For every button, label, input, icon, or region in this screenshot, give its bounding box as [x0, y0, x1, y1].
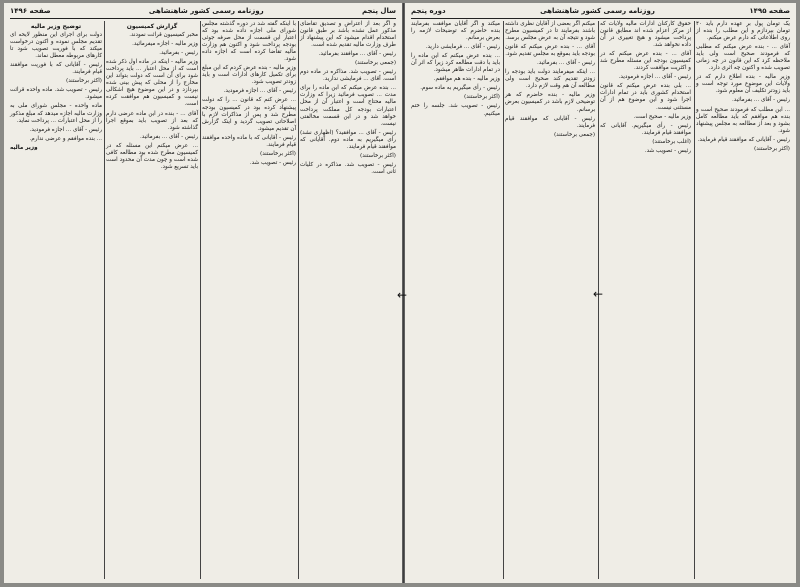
- arrow-left-icon: ←: [397, 288, 408, 302]
- paragraph: وزیر مالیه - بنده اطلاع دارم که در ولایات این موضوع مورد توجه است و باید زودتر تکلیف آن معلوم شود.: [696, 74, 790, 95]
- paragraph: رئیس - بفرمائید.: [159, 50, 198, 57]
- left-page: [4, 3, 402, 583]
- right-header-page-number: صفحه ۱۴۹۵: [749, 7, 790, 15]
- column-divider: [200, 21, 201, 579]
- column-divider: [503, 21, 504, 579]
- right-page: [397, 3, 796, 583]
- paragraph: ... بلی بنده عرض میکنم که قانون استخدام کشوری باید در تمام ادارات اجرا شود و این موضوع هم از آن مستثنی نیست.: [600, 83, 691, 111]
- paragraph: وزیر مالیه - بنده عرض کردم که این مبلغ برای تکمیل کارهای ادارات است و باید زودتر تصویب شود.: [202, 65, 296, 86]
- paragraph: ... این مطلب که فرمودند صحیح است و بنده هم موافقم که باید مطالعه کامل بشود و بعد از مطالعه به مجلس پیشنهاد شود.: [696, 106, 790, 134]
- paragraph: (اکثر برخاستند): [464, 94, 500, 101]
- paragraph: رئیس - آقایانی که موافقند قیام فرمایند.: [505, 115, 595, 129]
- newspaper-spread: [4, 3, 796, 583]
- paragraph: رئیس - رأی میگیریم. آقایانی که موافقند قیام فرمایند.: [600, 122, 691, 136]
- paragraph: رئیس - تصویب شد. جلسه را ختم میکنیم.: [411, 103, 500, 117]
- paragraph: آقای ... - بنده عرض میکنم که مطلبی که فرمودند صحیح است ولی باید ملاحظه کرد که این قانون در چه زمانی تصویب شده و اکنون چه اثری دارد.: [696, 44, 790, 72]
- paragraph: ... بنده عرض میکنم که این ماده را برای مدت ... تصویب فرمائید زیرا که وزارت مالیه محتاج است و اعتبار آن از محل اعتبارات بودجه کل مملکت پرداخت خواهد شد و در این قسمت مخالفتی نیست.: [300, 85, 396, 127]
- left-columns: [10, 21, 396, 579]
- paragraph: (اکثر برخاستند): [260, 150, 296, 157]
- paragraph: وزیر مالیه - بنده هم موافقم.: [433, 76, 500, 83]
- left-column-3: [106, 21, 198, 579]
- paragraph: رئیس - رأی میگیریم به ماده سوم.: [420, 85, 500, 92]
- paragraph: وزیر مالیه - اینکه در ماده اول ذکر شده است که از محل اعتبار ... باید پرداخت شود برای آن است که دولت بتواند این مخارج را از محلی که پیش بینی شده بپردازد و در این موضوع هیچ اشکالی نیست و کمیسیون هم موافقت کرده است.: [106, 59, 198, 108]
- left-header-rule: [10, 18, 396, 19]
- right-header-center: روزنامه رسمی کشور شاهنشاهی: [540, 7, 655, 15]
- paragraph: رئیس - آقایانی که با ماده واحده موافقند قیام فرمایند.: [202, 134, 296, 148]
- paragraph: آقای ... - بنده عرض میکنم که قانون بودجه باید بموقع به مجلس تقدیم شود.: [505, 44, 595, 58]
- paragraph: (اکثر برخاستند): [66, 78, 102, 85]
- paragraph: (جمعی برخاستند): [554, 131, 595, 138]
- right-column-3: [505, 21, 595, 579]
- arrow-left-icon: ←: [593, 287, 604, 301]
- paragraph: ... اینکه میفرمایند دولت باید بودجه را زودتر تقدیم کند صحیح است ولی مطالعه آن هم وقت لازم دارد.: [505, 69, 595, 90]
- paragraph: میکنم اگر بعضی از آقایان نظری داشته باشند بفرمایند تا در کمیسیون مطرح شود و نتیجه آن به عرض مجلس برسد.: [505, 21, 595, 42]
- paragraph: رئیس - آقای ... بفرمائید.: [140, 133, 198, 140]
- paragraph: ... بنده موافقم و عرضی ندارم.: [29, 135, 102, 142]
- left-column-4: [10, 21, 102, 579]
- paragraph: رئیس - تصویب شد. مذاکره در ماده دوم است. آقای ... فرمایشی ندارید.: [300, 69, 396, 83]
- paragraph: حقوق کارکنان ادارات مالیه ولایات که از مرکز اعزام شده اند مطابق قانون پرداخت میشود و هیچ تغییری در آن داده نخواهد شد.: [600, 21, 691, 49]
- paragraph: رئیس - تصویب شد.: [249, 159, 296, 166]
- paragraph: رئیس - تصویب شد.: [644, 147, 691, 154]
- left-column-1: [300, 21, 396, 579]
- paragraph: رئیس - آقای ... بفرمائید.: [732, 97, 790, 104]
- paragraph: مخبر کمیسیون قرائت نمودند.: [129, 32, 198, 39]
- section-heading: توضیح وزیر مالیه: [30, 23, 82, 30]
- left-page-header: [10, 5, 396, 17]
- right-page-header: [411, 5, 790, 17]
- paragraph: دولت برای اجرای این منظور لایحه ای تقدیم مجلس نموده و اکنون درخواست میکند که با فوریت تصویب شود تا کارهای مربوطه معطل نماند.: [10, 32, 102, 60]
- column-divider: [104, 21, 105, 579]
- paragraph: رئیس - آقای ... بفرمائید.: [537, 60, 595, 67]
- paragraph: میکند و اگر آقایان موافقت بفرمایند بنده حاضرم که توضیحات لازمه را بعرض برسانم.: [411, 21, 500, 42]
- right-column-1: [696, 21, 790, 579]
- right-column-4: [411, 21, 500, 579]
- paragraph: با اینکه گفته شد در دوره گذشته مجلس شورای ملی اجازه داده شده بود که اعتبار این قسمت از محل صرفه جوئی بودجه پرداخت شود و اکنون هم وزارت مالیه تقاضا کرده است که اجازه داده شود.: [202, 21, 296, 63]
- paragraph: رئیس - آقای ... موافقید؟ (اظهاری نشد) رأی میگیریم به ماده دوم. آقایانی که موافقند قیام فرمایند.: [300, 129, 396, 150]
- paragraph: رئیس - آقای ... اجازه فرمودید.: [223, 88, 296, 95]
- left-header-right: سال پنجم: [361, 7, 396, 15]
- paragraph: (اکثر برخاستند): [360, 152, 396, 159]
- paragraph: (اکثر برخاستند): [754, 145, 790, 152]
- paragraph: رئیس - آقایانی که موافقند قیام فرمایند.: [697, 136, 790, 143]
- paragraph: و اگر بعد از اعتراض و تصدیق تقاضای مذکور عمل نشده باشد بر طبق قانون استخدام اقدام میشود که این پیشنهاد از طرف وزارت مالیه تقدیم شده است.: [300, 21, 396, 49]
- paragraph: رئیس - آقای ... موافقند بفرمائید.: [318, 51, 396, 58]
- paragraph: ... عرض کنم که قانون ... را که دولت پیشنهاد کرده بود در کمیسیون بودجه مطرح شد و پس از مذاکرات لازم با اصلاحاتی تصویب گردید و اینک گزارش آن تقدیم میشود.: [202, 97, 296, 132]
- paragraph: رئیس - تصویب شد. مذاکره در کلیات ثانی است.: [300, 161, 396, 175]
- paragraph: (اغلب برخاستند): [652, 138, 691, 145]
- paragraph: آقای ... - بنده در این ماده عرضی دارم که بعد از تصویب باید بموقع اجرا گذاشته شود.: [106, 110, 198, 131]
- paragraph: وزیر مالیه - بنده حاضرم که هر توضیحی لازم باشد در کمیسیون بعرض برسانم.: [505, 92, 595, 113]
- paragraph: رئیس - آقای ... فرمایشی دارید.: [425, 44, 500, 51]
- column-divider: [694, 21, 695, 579]
- paragraph: آقای ... - بنده عرض میکنم که در کمیسیون بودجه این مسئله مطرح شد و اکثریت موافقت کردند.: [600, 51, 691, 72]
- paragraph: رئیس - آقای ... اجازه فرمودید.: [618, 74, 691, 81]
- paragraph: یک تومان پول بر عهده دارم باید ۴۰ تومان بپردازم و این مطلب را بنده از روی اطلاعاتی که دارم عرض میکنم.: [696, 21, 790, 42]
- right-column-2: [600, 21, 691, 579]
- paragraph: وزیر مالیه - صحیح است.: [633, 113, 691, 120]
- paragraph: (جمعی برخاستند): [355, 60, 396, 67]
- paragraph: رئیس - آقایانی که با فوریت موافقند قیام فرمایند.: [10, 62, 102, 76]
- column-divider: [298, 21, 299, 579]
- right-header-left: دوره پنجم: [411, 7, 446, 15]
- paragraph: رئیس - آقای ... اجازه فرمودید.: [29, 126, 102, 133]
- left-header-page-number: صفحه ۱۴۹۶: [10, 7, 51, 15]
- paragraph: رئیس - تصویب شد. ماده واحده قرائت میشود.: [10, 87, 102, 101]
- left-header-center: روزنامه رسمی کشور شاهنشاهی: [148, 7, 264, 15]
- paragraph: ... بنده عرض میکنم که این ماده را باید با دقت مطالعه کرد زیرا که اثر آن در تمام ادارات ظاهر میشود.: [411, 53, 500, 74]
- signature-line: وزیر مالیه: [10, 144, 38, 151]
- paragraph: ماده واحده - مجلس شورای ملی به وزارت مالیه اجازه میدهد که مبلغ مذکور را از محل اعتبارات ... پرداخت نماید.: [10, 103, 102, 124]
- section-heading: گزارش کمیسیون: [126, 23, 178, 30]
- paragraph: ... عرض میکنم این مسئله که در کمیسیون مطرح شده بود مطالعه کافی شده است و چون مدت آن محدود است باید تسریع شود.: [106, 142, 198, 170]
- left-column-2: [202, 21, 296, 579]
- right-header-rule: [411, 18, 790, 19]
- paragraph: وزیر مالیه - اجازه میفرمائید.: [132, 41, 198, 48]
